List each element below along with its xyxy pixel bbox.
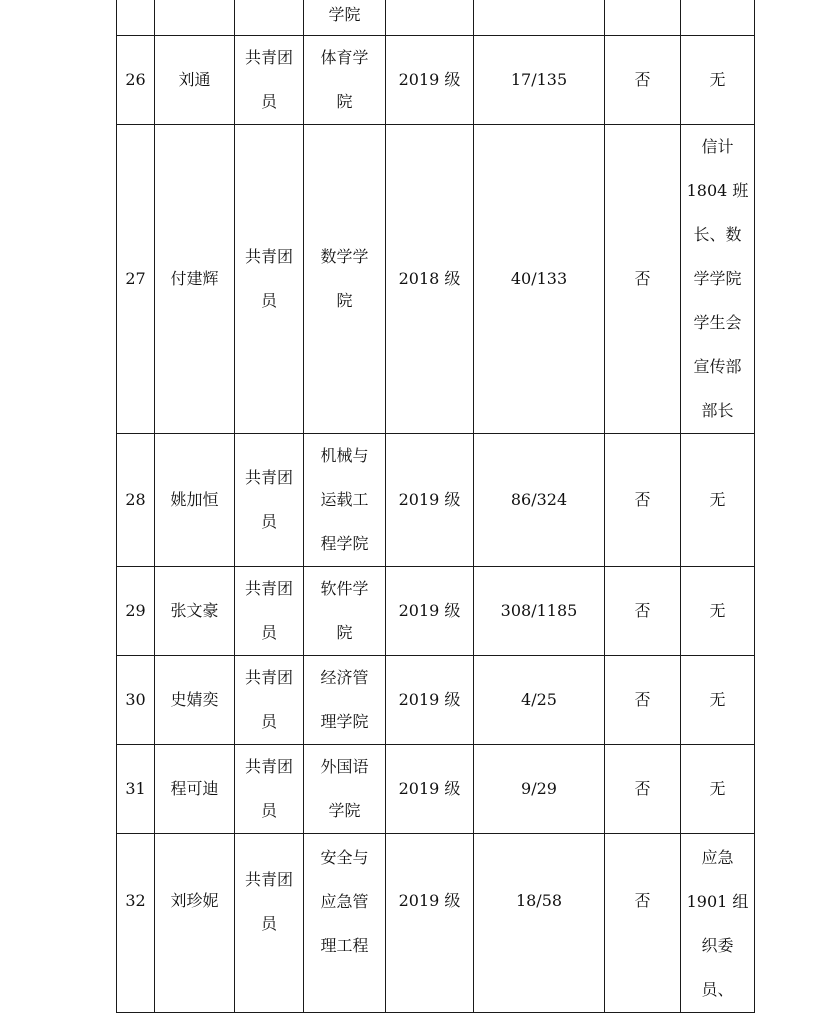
name-cell: 史婧奕	[155, 656, 235, 745]
grade-cell: 2019 级	[386, 656, 474, 745]
table-row-continued	[117, 0, 755, 36]
political-cell	[235, 434, 304, 567]
political-text: 共青团员	[244, 247, 293, 310]
index-cell: 30	[117, 656, 155, 745]
college-text: 经济管理学院	[320, 668, 369, 731]
note-cell	[681, 125, 755, 434]
note-cell	[681, 0, 755, 36]
index-cell: 27	[117, 125, 155, 434]
grade-text: 2019 级	[398, 891, 461, 910]
grade-cell: 2019 级	[386, 434, 474, 567]
rank-cell	[474, 834, 605, 1013]
index-cell: 31	[117, 745, 155, 834]
rank-cell: 4/25	[474, 656, 605, 745]
grade-cell: 2018 级	[386, 125, 474, 434]
note-text: 信计1804 班长、数学学院学生会宣传部部长	[686, 137, 749, 420]
index-cell: 26	[117, 36, 155, 125]
table-row	[117, 745, 755, 834]
college-text: 学院	[328, 5, 361, 24]
note-cell: 无	[681, 434, 755, 567]
note-cell: 无	[681, 36, 755, 125]
table-row	[117, 125, 755, 434]
index-cell: 29	[117, 567, 155, 656]
rank-text: 18/58	[515, 891, 563, 910]
political-cell	[235, 656, 304, 745]
name-text: 刘珍妮	[170, 891, 219, 910]
flag-cell	[605, 0, 681, 36]
college-cell	[304, 0, 386, 36]
political-cell	[235, 745, 304, 834]
rank-cell: 40/133	[474, 125, 605, 434]
index-cell	[117, 834, 155, 1013]
political-cell	[235, 125, 304, 434]
grade-cell: 2019 级	[386, 36, 474, 125]
name-cell: 张文豪	[155, 567, 235, 656]
college-cell	[304, 36, 386, 125]
table-row	[117, 656, 755, 745]
flag-cell: 否	[605, 125, 681, 434]
college-cell	[304, 125, 386, 434]
table-row	[117, 834, 755, 1013]
college-text: 体育学院	[320, 48, 369, 111]
rank-cell: 17/135	[474, 36, 605, 125]
name-cell: 刘通	[155, 36, 235, 125]
rank-cell	[474, 0, 605, 36]
table-row	[117, 567, 755, 656]
grade-cell	[386, 0, 474, 36]
flag-cell	[605, 834, 681, 1013]
rank-cell: 308/1185	[474, 567, 605, 656]
name-cell: 付建辉	[155, 125, 235, 434]
college-text: 机械与运载工程学院	[320, 446, 369, 553]
flag-cell: 否	[605, 36, 681, 125]
flag-text: 否	[634, 891, 651, 910]
political-text: 共青团员	[244, 757, 293, 820]
grade-cell: 2019 级	[386, 567, 474, 656]
political-cell	[235, 834, 304, 1013]
rank-cell: 86/324	[474, 434, 605, 567]
college-text: 软件学院	[320, 579, 369, 642]
political-text: 共青团员	[244, 48, 293, 111]
political-text: 共青团员	[244, 668, 293, 731]
flag-cell: 否	[605, 745, 681, 834]
college-cell	[304, 567, 386, 656]
table-row	[117, 36, 755, 125]
note-cell: 无	[681, 745, 755, 834]
college-text: 外国语学院	[320, 757, 369, 820]
note-cell: 无	[681, 656, 755, 745]
political-text: 共青团员	[244, 579, 293, 642]
college-cell	[304, 745, 386, 834]
college-text: 安全与应急管理工程	[320, 848, 369, 955]
grade-cell	[386, 834, 474, 1013]
flag-cell: 否	[605, 656, 681, 745]
grade-cell: 2019 级	[386, 745, 474, 834]
name-cell	[155, 834, 235, 1013]
index-cell: 28	[117, 434, 155, 567]
table-row	[117, 434, 755, 567]
name-cell: 姚加恒	[155, 434, 235, 567]
political-text: 共青团员	[244, 468, 293, 531]
note-cell	[681, 834, 755, 1013]
flag-cell: 否	[605, 434, 681, 567]
name-cell	[155, 0, 235, 36]
index-text: 32	[125, 891, 146, 910]
rank-cell: 9/29	[474, 745, 605, 834]
college-cell	[304, 834, 386, 1013]
note-cell: 无	[681, 567, 755, 656]
political-cell	[235, 36, 304, 125]
college-text: 数学学院	[320, 247, 369, 310]
political-cell	[235, 567, 304, 656]
name-cell: 程可迪	[155, 745, 235, 834]
college-cell	[304, 656, 386, 745]
student-roster-table	[116, 0, 755, 1013]
note-text: 应急1901 组织委员、	[686, 848, 749, 999]
roster-sheet	[116, 0, 754, 1013]
college-cell	[304, 434, 386, 567]
political-text: 共青团员	[244, 870, 293, 933]
political-cell	[235, 0, 304, 36]
index-cell	[117, 0, 155, 36]
flag-cell: 否	[605, 567, 681, 656]
